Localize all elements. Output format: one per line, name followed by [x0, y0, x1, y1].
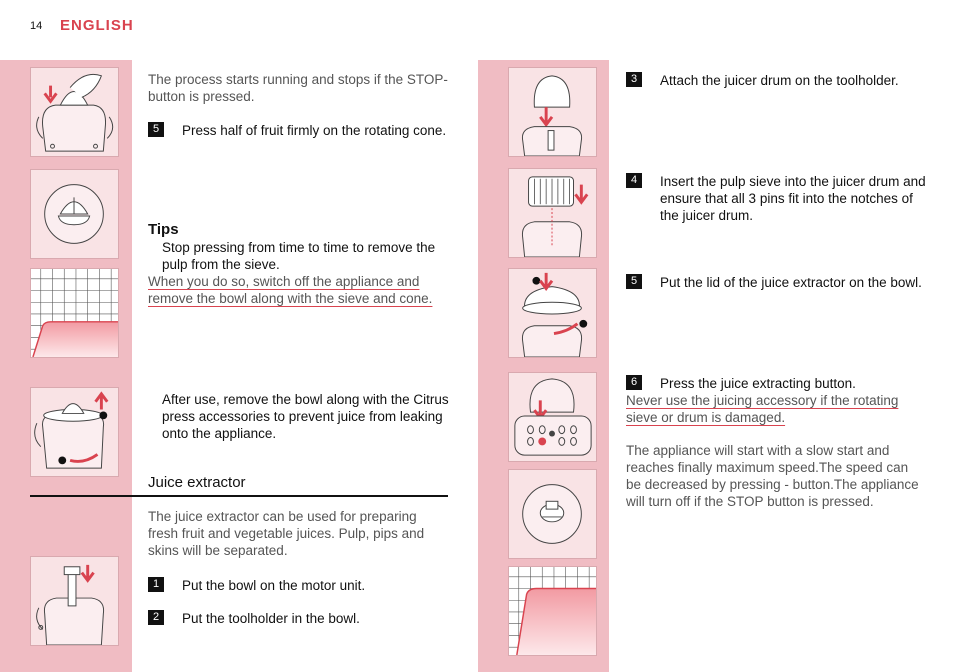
after-use-text: After use, remove the bowl along with the Citrus press accessories to prevent juice from leaking onto the appliance.	[162, 392, 449, 441]
illustration-put-lid	[508, 268, 597, 358]
page-number: 14	[30, 20, 43, 32]
illustration-speed-graph-right	[508, 566, 597, 656]
warning-text	[626, 392, 926, 426]
illustration-bowl-toolholder	[30, 556, 119, 646]
warning-text-content: Never use the juicing accessory if the rotating sieve or drum is damaged.	[626, 393, 899, 425]
language-heading: ENGLISH	[60, 17, 134, 34]
juice-extractor-heading: Juice extractor	[148, 474, 246, 491]
illustration-press-fruit	[30, 67, 119, 157]
process-intro-text: The process starts running and stops if the STOP-button is pressed.	[148, 72, 448, 104]
step-2-text: Put the toolholder in the bowl.	[182, 611, 360, 626]
tips-heading: Tips	[148, 221, 179, 238]
speed-note-text: The appliance will start with a slow start and reaches finally maximum speed.The speed can be decreased by pressing - button.The appliance will turn off if the STOP button is pressed.	[626, 443, 919, 509]
tip-switch-off-text: When you do so, switch off the appliance and remove the bowl along with the sieve and cone.	[148, 274, 433, 306]
step-5-lid-text: Put the lid of the juice extractor on the bowl.	[660, 275, 922, 290]
step-number-6: 6	[626, 375, 642, 390]
step-number-4: 4	[626, 173, 642, 188]
illustration-citrus-cone	[30, 169, 119, 259]
illustration-press-button	[508, 372, 597, 462]
illustration-speed-graph-left	[30, 268, 119, 358]
step-number-3: 3	[626, 72, 642, 87]
step-number-5-right: 5	[626, 274, 642, 289]
illustration-lid-top	[508, 469, 597, 559]
step-4-text: Insert the pulp sieve into the juicer drum and ensure that all 3 pins fit into the notches of the juicer drum.	[660, 174, 926, 223]
section-divider	[30, 495, 448, 497]
illustration-attach-drum	[508, 67, 597, 157]
step-number-1: 1	[148, 577, 164, 592]
juice-extractor-intro: The juice extractor can be used for preparing fresh fruit and vegetable juices. Pulp, pips and skins will be separated.	[148, 509, 425, 558]
tip-stop-pressing: Stop pressing from time to time to remove the pulp from the sieve.	[162, 240, 436, 272]
illustration-remove-bowl	[30, 387, 119, 477]
step-1-text: Put the bowl on the motor unit.	[182, 578, 366, 593]
step-5-text: Press half of fruit firmly on the rotating cone.	[182, 123, 447, 138]
step-6-text: Press the juice extracting button.	[660, 376, 856, 391]
step-3-text: Attach the juicer drum on the toolholder.	[660, 73, 899, 88]
step-number-2: 2	[148, 610, 164, 625]
illustration-insert-sieve	[508, 168, 597, 258]
step-number-5: 5	[148, 122, 164, 137]
tip-switch-off	[148, 273, 448, 307]
